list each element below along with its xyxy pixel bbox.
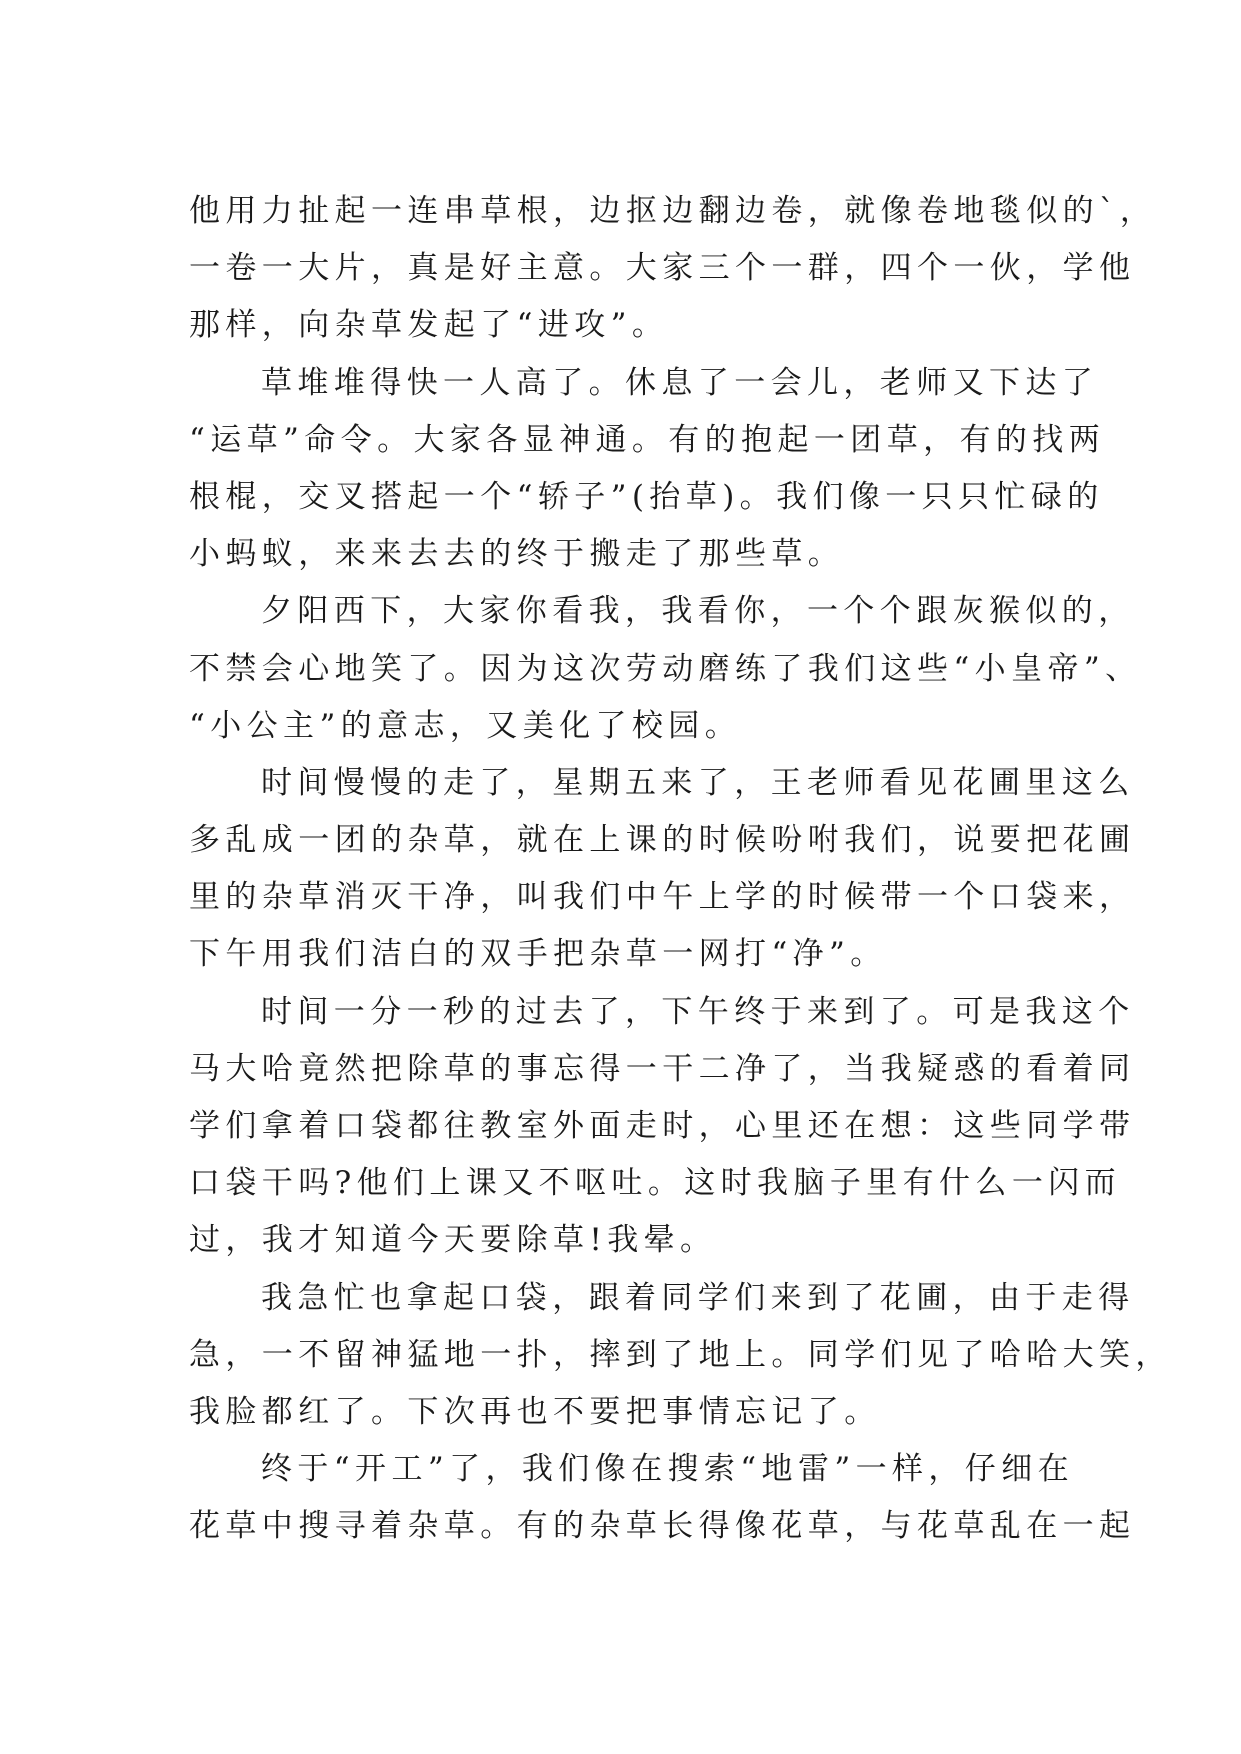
text-line: 我急忙也拿起口袋，跟着同学们来到了花圃，由于走得 (261, 1279, 1135, 1316)
text-line: 草堆堆得快一人高了。休息了一会儿，老师又下达了 (261, 364, 1099, 401)
text-line: 时间慢慢的走了，星期五来了，王老师看见花圃里这么 (261, 764, 1135, 801)
text-line: 我脸都红了。下次再也不要把事情忘记了。 (189, 1393, 881, 1430)
text-line: 一卷一大片，真是好主意。大家三个一群，四个一伙，学他 (189, 250, 1136, 287)
text-line: 终于“开工”了，我们像在搜索“地雷”一样，仔细在 (261, 1451, 1074, 1488)
text-line: “运草”命令。大家各显神通。有的抱起一团草，有的找两 (189, 421, 1106, 458)
paragraph (189, 1270, 1172, 1442)
paragraph (189, 183, 1157, 355)
text-line: “小公主”的意志，又美化了校园。 (189, 707, 742, 744)
text-line: 花草中搜寻着杂草。有的杂草长得像花草，与花草乱在一起 (189, 1508, 1136, 1545)
text-line: 过，我才知道今天要除草!我晕。 (189, 1222, 717, 1259)
text-line: 下午用我们洁白的双手把杂草一网打“净”。 (189, 936, 887, 973)
text-line: 那样，向杂草发起了“进攻”。 (189, 307, 669, 344)
paragraph (189, 1441, 1136, 1555)
text-line: 急，一不留神猛地一扑，摔到了地上。同学们见了哈哈大笑， (189, 1336, 1172, 1373)
paragraph (189, 755, 1136, 984)
text-line: 多乱成一团的杂草，就在上课的时候吩咐我们，说要把花圃 (189, 822, 1136, 859)
text-line: 根棍，交叉搭起一个“轿子”(抬草)。我们像一只只忙碌的 (189, 478, 1104, 515)
text-line: 时间一分一秒的过去了，下午终于来到了。可是我这个 (261, 993, 1135, 1030)
paragraph (189, 355, 1106, 584)
text-line: 里的杂草消灭干净，叫我们中午上学的时候带一个口袋来， (189, 879, 1136, 916)
text-line: 小蚂蚁，来来去去的终于搬走了那些草。 (189, 536, 845, 573)
document-body (189, 183, 1172, 1556)
text-line: 夕阳西下，大家你看我，我看你，一个个跟灰猴似的， (261, 593, 1135, 630)
text-line: 马大哈竟然把除草的事忘得一干二净了，当我疑惑的看着同 (189, 1050, 1136, 1087)
paragraph (189, 583, 1142, 755)
text-line: 口袋干吗?他们上课又不呕吐。这时我脑子里有什么一闪而 (189, 1165, 1122, 1202)
text-line: 学们拿着口袋都往教室外面走时，心里还在想：这些同学带 (189, 1108, 1136, 1144)
paragraph (189, 984, 1136, 1270)
text-line: 不禁会心地笑了。因为这次劳动磨练了我们这些“小皇帝”、 (189, 650, 1142, 687)
text-line: 他用力扯起一连串草根，边抠边翻边卷，就像卷地毯似的`， (189, 193, 1157, 229)
